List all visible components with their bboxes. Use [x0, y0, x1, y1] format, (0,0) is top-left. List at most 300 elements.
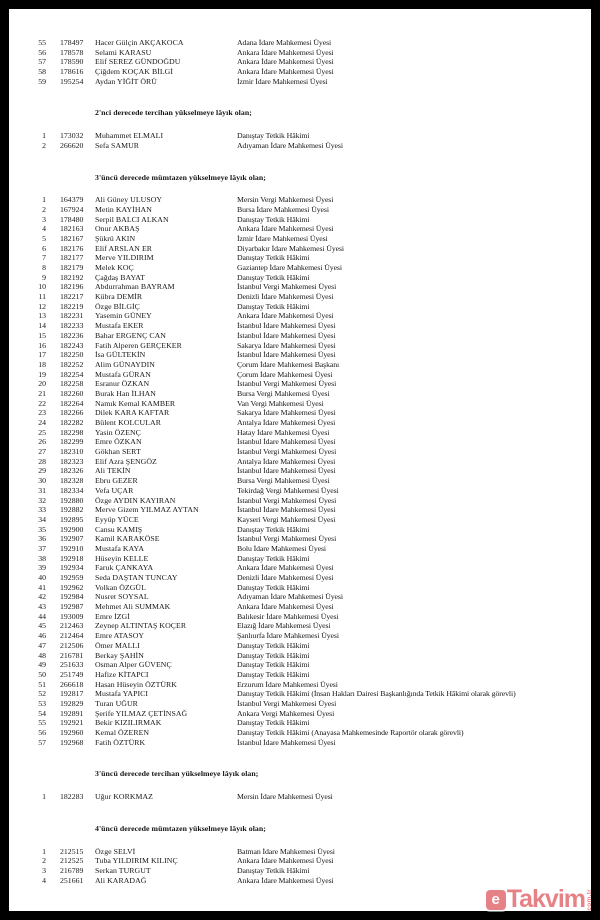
- table-row: [26, 224, 600, 234]
- registration-number: 192968: [60, 737, 84, 747]
- table-row: [26, 205, 600, 215]
- judge-name: Kemal ÖZEREN: [95, 728, 150, 738]
- judge-name: Mustafa GÜRAN: [95, 369, 151, 379]
- court-assignment: Ankara İdare Mahkemesi Üyesi: [237, 67, 334, 77]
- court-assignment: İstanbul Vergi Mahkemesi Üyesi: [237, 698, 337, 708]
- table-row: [26, 621, 600, 631]
- row-number: 59: [38, 76, 46, 86]
- court-assignment: Sakarya İdare Mahkemesi Üyesi: [237, 408, 336, 418]
- court-assignment: Tekirdağ Vergi Mahkemesi Üyesi: [237, 485, 339, 495]
- judge-name: Hafize KİTAPCI: [95, 669, 149, 679]
- section-header: 2'nci derecede tercihan yükselmeye lâyık olan;: [95, 108, 252, 118]
- judge-name: Mustafa KAYA: [95, 543, 145, 553]
- registration-number: 173032: [60, 131, 84, 141]
- table-row: [26, 544, 600, 554]
- judge-name: Elif SEREZ GÜNDOĞDU: [95, 57, 181, 67]
- court-assignment: İstanbul Vergi Mahkemesi Üyesi: [237, 495, 337, 505]
- row-number: 49: [38, 660, 46, 670]
- court-assignment: Ankara İdare Mahkemesi Üyesi: [237, 47, 334, 57]
- table-row: [26, 38, 600, 48]
- table-row: [26, 680, 600, 690]
- registration-number: 178497: [60, 38, 84, 47]
- judge-name: Mehmet Ali SUMMAK: [95, 602, 171, 612]
- court-assignment: Batman İdare Mahkemesi Üyesi: [237, 846, 335, 856]
- registration-number: 192910: [60, 543, 84, 553]
- table-row: [26, 282, 600, 292]
- court-assignment: Danıştay Tetkik Hâkimi: [237, 718, 310, 728]
- row-number: 20: [38, 379, 46, 389]
- row-number: 55: [38, 38, 46, 47]
- court-assignment: İstanbul Vergi Mahkemesi Üyesi: [237, 282, 337, 292]
- court-assignment: Danıştay Tetkik Hâkimi: [237, 253, 310, 263]
- table-row: [26, 292, 600, 302]
- judge-name: Fatih Alperen GERÇEKER: [95, 340, 182, 350]
- court-assignment: Danıştay Tetkik Hâkimi: [237, 669, 310, 679]
- table-row: [26, 195, 600, 205]
- court-assignment: Danıştay Tetkik Hâkimi: [237, 272, 310, 282]
- section-header: 4'üncü derecede mümtazen yükselmeye lâyık olan;: [95, 823, 266, 833]
- court-assignment: İstanbul Vergi Mahkemesi Üyesi: [237, 379, 337, 389]
- row-number: 18: [38, 359, 46, 369]
- registration-number: 182328: [60, 476, 84, 486]
- table-row: [26, 602, 600, 612]
- table-row: [26, 273, 600, 283]
- court-assignment: Danıştay Tetkik Hâkimi: [237, 214, 310, 224]
- court-assignment: Diyarbakır İdare Mahkemesi Üyesi: [237, 243, 344, 253]
- row-number: 53: [38, 698, 46, 708]
- judge-name: Tuba YILDIRIM KILINÇ: [95, 856, 178, 866]
- court-assignment: İstanbul İdare Mahkemesi Üyesi: [237, 321, 336, 331]
- row-number: 38: [38, 553, 46, 563]
- judge-name: Mustafa EKER: [95, 321, 144, 331]
- row-number: 32: [38, 495, 46, 505]
- row-number: 45: [38, 621, 46, 631]
- registration-number: 182264: [60, 398, 84, 408]
- court-assignment: İzmir İdare Mahkemesi Üyesi: [237, 76, 328, 86]
- court-assignment: Sakarya İdare Mahkemesi Üyesi: [237, 340, 336, 350]
- document-section: [0, 769, 600, 801]
- registration-number: 193009: [60, 611, 84, 621]
- judge-name: Şükrü AKIN: [95, 233, 136, 243]
- registration-number: 182217: [60, 292, 84, 302]
- table-row: [26, 670, 600, 680]
- table-row: [26, 583, 600, 593]
- registration-number: 251661: [60, 875, 84, 885]
- registration-number: 216781: [60, 650, 84, 660]
- court-assignment: Danıştay Tetkik Hâkimi: [237, 553, 310, 563]
- row-number: 47: [38, 640, 46, 650]
- judge-name: Selami KARASU: [95, 47, 152, 57]
- section-header: 3'üncü derecede tercihan yükselmeye lâyık olan;: [95, 769, 259, 779]
- table-row: [26, 738, 600, 748]
- court-assignment: Danıştay Tetkik Hâkimi: [237, 650, 310, 660]
- registration-number: 178590: [60, 57, 84, 67]
- registration-number: 182196: [60, 282, 84, 292]
- registration-number: 192907: [60, 534, 84, 544]
- court-assignment: Antalya İdare Mahkemesi Üyesi: [237, 418, 336, 428]
- registration-number: 192918: [60, 553, 84, 563]
- court-assignment: İstanbul İdare Mahkemesi Üyesi: [237, 505, 336, 515]
- judge-name: Hasan Hüseyin ÖZTÜRK: [95, 679, 177, 689]
- court-assignment: Danıştay Tetkik Hâkimi: [237, 582, 310, 592]
- table-row: [26, 592, 600, 602]
- table-row: [26, 57, 600, 67]
- judge-name: Hacer Gülçin AKÇAKOCA: [95, 38, 184, 47]
- registration-number: 182176: [60, 243, 84, 253]
- judge-name: Seda DAŞTAN TUNCAY: [95, 573, 178, 583]
- registration-number: 192934: [60, 563, 84, 573]
- judge-name: Ömer MALLI: [95, 640, 140, 650]
- row-number: 54: [38, 708, 46, 718]
- judge-name: Yasemin GÜNEY: [95, 311, 152, 321]
- table-row: [26, 215, 600, 225]
- row-number: 55: [38, 718, 46, 728]
- registration-number: 212463: [60, 621, 84, 631]
- document-section: [0, 824, 600, 885]
- row-number: 2: [42, 204, 46, 214]
- judge-name: Şerife YILMAZ ÇETİNSAĞ: [95, 708, 188, 718]
- court-assignment: Ankara İdare Mahkemesi Üyesi: [237, 875, 334, 885]
- court-assignment: Çorum İdare Mahkemesi Üyesi: [237, 369, 333, 379]
- row-number: 28: [38, 456, 46, 466]
- row-number: 57: [38, 57, 46, 67]
- table-row: [26, 476, 600, 486]
- registration-number: 182326: [60, 466, 84, 476]
- table-row: [26, 77, 600, 87]
- judge-name: Emre ÖZKAN: [95, 437, 142, 447]
- row-number: 13: [38, 311, 46, 321]
- row-number: 34: [38, 514, 46, 524]
- table-row: [26, 331, 600, 341]
- registration-number: 266618: [60, 679, 84, 689]
- court-assignment: İstanbul Vergi Mahkemesi Üyesi: [237, 447, 337, 457]
- court-assignment: Van Vergi Mahkemesi Üyesi: [237, 398, 324, 408]
- registration-number: 182236: [60, 330, 84, 340]
- court-assignment: Denizli İdare Mahkemesi Üyesi: [237, 292, 334, 302]
- registration-number: 182283: [60, 792, 84, 802]
- judge-name: Elif ARSLAN ER: [95, 243, 153, 253]
- registration-number: 266620: [60, 140, 84, 150]
- judge-name: Serpil BALCI ALKAN: [95, 214, 169, 224]
- registration-number: 182243: [60, 340, 84, 350]
- court-assignment: Danıştay Tetkik Hâkimi: [237, 131, 310, 141]
- judge-name: Aydan YİĞİT ÖRÜ: [95, 76, 157, 86]
- registration-number: 167924: [60, 204, 84, 214]
- court-assignment: Danıştay Tetkik Hâkimi: [237, 865, 310, 875]
- takvim-logo-domain: com.tr: [586, 888, 593, 911]
- document-body: [0, 38, 600, 885]
- row-number: 57: [38, 737, 46, 747]
- judge-name: Özge BİLGİÇ: [95, 301, 140, 311]
- judge-name: Kamil KARAKÖSE: [95, 534, 160, 544]
- row-number: 48: [38, 650, 46, 660]
- table-row: [26, 141, 600, 151]
- court-assignment: İzmir İdare Mahkemesi Üyesi: [237, 233, 328, 243]
- table-row: [26, 350, 600, 360]
- registration-number: 212464: [60, 631, 84, 641]
- table-row: [26, 792, 600, 802]
- judge-name: Bekir KIZILIRMAK: [95, 718, 162, 728]
- judge-name: Cansu KAMIŞ: [95, 524, 143, 534]
- row-number: 46: [38, 631, 46, 641]
- judge-name: Burak Han İLHAN: [95, 388, 156, 398]
- court-assignment: Danıştay Tetkik Hâkimi: [237, 660, 310, 670]
- row-number: 37: [38, 543, 46, 553]
- court-assignment: Ankara İdare Mahkemesi Üyesi: [237, 311, 334, 321]
- registration-number: 182254: [60, 369, 84, 379]
- row-number: 17: [38, 350, 46, 360]
- table-row: [26, 573, 600, 583]
- row-number: 19: [38, 369, 46, 379]
- court-assignment: İstanbul İdare Mahkemesi Üyesi: [237, 330, 336, 340]
- row-number: 2: [42, 140, 46, 150]
- table-row: [26, 253, 600, 263]
- court-assignment: İstanbul İdare Mahkemesi Üyesi: [237, 737, 336, 747]
- registration-number: 192921: [60, 718, 84, 728]
- registration-number: 182323: [60, 456, 84, 466]
- registration-number: 251749: [60, 669, 84, 679]
- registration-number: 192891: [60, 708, 84, 718]
- registration-number: 192882: [60, 505, 84, 515]
- registration-number: 182233: [60, 321, 84, 331]
- takvim-logo-text: Takvim: [506, 885, 585, 913]
- judge-name: Mustafa YAPICI: [95, 689, 149, 699]
- table-row: [26, 437, 600, 447]
- court-assignment: Gaziantep İdare Mahkemesi Üyesi: [237, 263, 342, 273]
- table-row: [26, 856, 600, 866]
- table-row: [26, 651, 600, 661]
- row-number: 25: [38, 427, 46, 437]
- row-number: 1: [42, 131, 46, 141]
- registration-number: 182252: [60, 359, 84, 369]
- court-assignment: Antalya İdare Mahkemesi Üyesi: [237, 456, 336, 466]
- table-row: [26, 563, 600, 573]
- row-number: 35: [38, 524, 46, 534]
- table-row: [26, 612, 600, 622]
- court-assignment: Adana İdare Mahkemesi Üyesi: [237, 38, 332, 47]
- row-number: 42: [38, 592, 46, 602]
- court-assignment: Hatay İdare Mahkemesi Üyesi: [237, 427, 330, 437]
- judge-name: Çiğdem KOÇAK BİLGİ: [95, 67, 173, 77]
- court-assignment: Ankara İdare Mahkemesi Üyesi: [237, 856, 334, 866]
- court-assignment: Danıştay Tetkik Hâkimi (Anayasa Mahkemesinde Raportör olarak görevli): [237, 728, 464, 738]
- row-number: 24: [38, 418, 46, 428]
- row-number: 31: [38, 485, 46, 495]
- row-number: 4: [42, 875, 46, 885]
- registration-number: 182298: [60, 427, 84, 437]
- court-assignment: Şanlıurfa İdare Mahkemesi Üyesi: [237, 631, 339, 641]
- row-number: 3: [42, 214, 46, 224]
- judge-name: Berkay ŞAHİN: [95, 650, 144, 660]
- court-assignment: Kayseri Vergi Mahkemesi Üyesi: [237, 514, 336, 524]
- registration-number: 182167: [60, 233, 84, 243]
- court-assignment: Ankara İdare Mahkemesi Üyesi: [237, 224, 334, 234]
- table-row: [26, 505, 600, 515]
- judge-name: Turan UĞUR: [95, 698, 138, 708]
- judge-name: Muhammet ELMALI: [95, 131, 164, 141]
- registration-number: 182334: [60, 485, 84, 495]
- row-number: 1: [42, 195, 46, 205]
- judge-name: Vefa UÇAR: [95, 485, 134, 495]
- registration-number: 182299: [60, 437, 84, 447]
- row-number: 1: [42, 846, 46, 856]
- court-assignment: Ankara İdare Mahkemesi Üyesi: [237, 602, 334, 612]
- table-row: [26, 457, 600, 467]
- registration-number: 182192: [60, 272, 84, 282]
- row-number: 1: [42, 792, 46, 802]
- table-row: [26, 728, 600, 738]
- table-row: [26, 379, 600, 389]
- row-number: 41: [38, 582, 46, 592]
- takvim-logo: [486, 885, 593, 914]
- judge-name: Namık Kemal KAMBER: [95, 398, 176, 408]
- registration-number: 182258: [60, 379, 84, 389]
- judge-name: Osman Alper GÜVENÇ: [95, 660, 172, 670]
- document-section: [0, 38, 600, 86]
- judge-name: Bahar ERGENÇ CAN: [95, 330, 166, 340]
- document-section: [0, 108, 600, 150]
- table-row: [26, 534, 600, 544]
- registration-number: 182179: [60, 263, 84, 273]
- row-number: 51: [38, 679, 46, 689]
- table-row: [26, 486, 600, 496]
- court-assignment: Elazığ İdare Mahkemesi Üyesi: [237, 621, 331, 631]
- court-assignment: Adıyaman İdare Mahkemesi Üyesi: [237, 140, 343, 150]
- judge-name: Fatih ÖZTÜRK: [95, 737, 146, 747]
- row-number: 56: [38, 47, 46, 57]
- registration-number: 178616: [60, 67, 84, 77]
- court-assignment: Bursa Vergi Mahkemesi Üyesi: [237, 476, 330, 486]
- judge-name: Özge SELVİ: [95, 846, 136, 856]
- row-number: 30: [38, 476, 46, 486]
- court-assignment: Adıyaman İdare Mahkemesi Üyesi: [237, 592, 343, 602]
- judge-name: Sefa SAMUR: [95, 140, 140, 150]
- court-assignment: Ankara Vergi Mahkemesi Üyesi: [237, 708, 335, 718]
- court-assignment: İstanbul İdare Mahkemesi Üyesi: [237, 437, 336, 447]
- judge-name: Ali KARADAĞ: [95, 875, 147, 885]
- table-row: [26, 131, 600, 141]
- row-number: 27: [38, 447, 46, 457]
- judge-name: Özge AYDIN KAYIRAN: [95, 495, 176, 505]
- table-row: [26, 234, 600, 244]
- judge-name: Serkan TURGUT: [95, 865, 151, 875]
- court-assignment: İstanbul İdare Mahkemesi Üyesi: [237, 466, 336, 476]
- table-row: [26, 399, 600, 409]
- judge-name: Bülent KOLCULAR: [95, 418, 161, 428]
- court-assignment: Ankara İdare Mahkemesi Üyesi: [237, 57, 334, 67]
- registration-number: 212515: [60, 846, 84, 856]
- row-number: 52: [38, 689, 46, 699]
- row-number: 50: [38, 669, 46, 679]
- registration-number: 216789: [60, 865, 84, 875]
- row-number: 2: [42, 856, 46, 866]
- table-row: [26, 554, 600, 564]
- registration-number: 192880: [60, 495, 84, 505]
- judge-name: Volkan ÖZGÜL: [95, 582, 146, 592]
- row-number: 4: [42, 224, 46, 234]
- table-row: [26, 244, 600, 254]
- registration-number: 182260: [60, 388, 84, 398]
- table-row: [26, 408, 600, 418]
- registration-number: 192984: [60, 592, 84, 602]
- table-row: [26, 311, 600, 321]
- judge-name: Melek KOÇ: [95, 263, 134, 273]
- table-row: [26, 699, 600, 709]
- judge-name: Abdurrahman BAYRAM: [95, 282, 175, 292]
- document-section: [0, 173, 600, 748]
- judge-name: Onur AKBAŞ: [95, 224, 140, 234]
- registration-number: 182266: [60, 408, 84, 418]
- court-assignment: Mersin İdare Mahkemesi Üyesi: [237, 792, 333, 802]
- judge-name: Metin KAYİHAN: [95, 204, 152, 214]
- registration-number: 192817: [60, 689, 84, 699]
- table-row: [26, 847, 600, 857]
- judge-name: Emre İZGİ: [95, 611, 130, 621]
- court-assignment: Denizli İdare Mahkemesi Üyesi: [237, 573, 334, 583]
- row-number: 5: [42, 233, 46, 243]
- registration-number: 178480: [60, 214, 84, 224]
- court-assignment: Bursa İdare Mahkemesi Üyesi: [237, 204, 329, 214]
- table-row: [26, 515, 600, 525]
- table-row: [26, 263, 600, 273]
- judge-name: Esranur ÖZKAN: [95, 379, 150, 389]
- row-number: 7: [42, 253, 46, 263]
- registration-number: 182219: [60, 301, 84, 311]
- table-row: [26, 660, 600, 670]
- row-number: 56: [38, 728, 46, 738]
- row-number: 33: [38, 505, 46, 515]
- registration-number: 192900: [60, 524, 84, 534]
- table-row: [26, 360, 600, 370]
- registration-number: 164379: [60, 195, 84, 205]
- registration-number: 192987: [60, 602, 84, 612]
- row-number: 9: [42, 272, 46, 282]
- table-row: [26, 302, 600, 312]
- table-row: [26, 447, 600, 457]
- registration-number: 182163: [60, 224, 84, 234]
- table-row: [26, 689, 600, 699]
- judge-name: Emre ATASOY: [95, 631, 145, 641]
- judge-name: Eyyüp YÜCE: [95, 514, 139, 524]
- row-number: 40: [38, 573, 46, 583]
- row-number: 10: [38, 282, 46, 292]
- row-number: 21: [38, 388, 46, 398]
- table-row: [26, 67, 600, 77]
- registration-number: 182282: [60, 418, 84, 428]
- court-assignment: Çorum İdare Mahkemesi Başkanı: [237, 359, 340, 369]
- table-row: [26, 876, 600, 886]
- registration-number: 192959: [60, 573, 84, 583]
- court-assignment: Bolu İdare Mahkemesi Üyesi: [237, 543, 326, 553]
- court-assignment: Danıştay Tetkik Hâkimi: [237, 524, 310, 534]
- table-row: [26, 718, 600, 728]
- row-number: 29: [38, 466, 46, 476]
- takvim-logo-icon: e: [486, 890, 506, 910]
- judge-name: Zeynep ALTINTAŞ KOÇER: [95, 621, 187, 631]
- registration-number: 192829: [60, 698, 84, 708]
- court-assignment: Erzurum İdare Mahkemesi Üyesi: [237, 679, 338, 689]
- table-row: [26, 866, 600, 876]
- row-number: 23: [38, 408, 46, 418]
- court-assignment: İstanbul Vergi Mahkemesi Üyesi: [237, 534, 337, 544]
- row-number: 43: [38, 602, 46, 612]
- judge-name: Gökhan SERT: [95, 447, 141, 457]
- registration-number: 182177: [60, 253, 84, 263]
- table-row: [26, 525, 600, 535]
- table-row: [26, 466, 600, 476]
- table-row: [26, 341, 600, 351]
- row-number: 44: [38, 611, 46, 621]
